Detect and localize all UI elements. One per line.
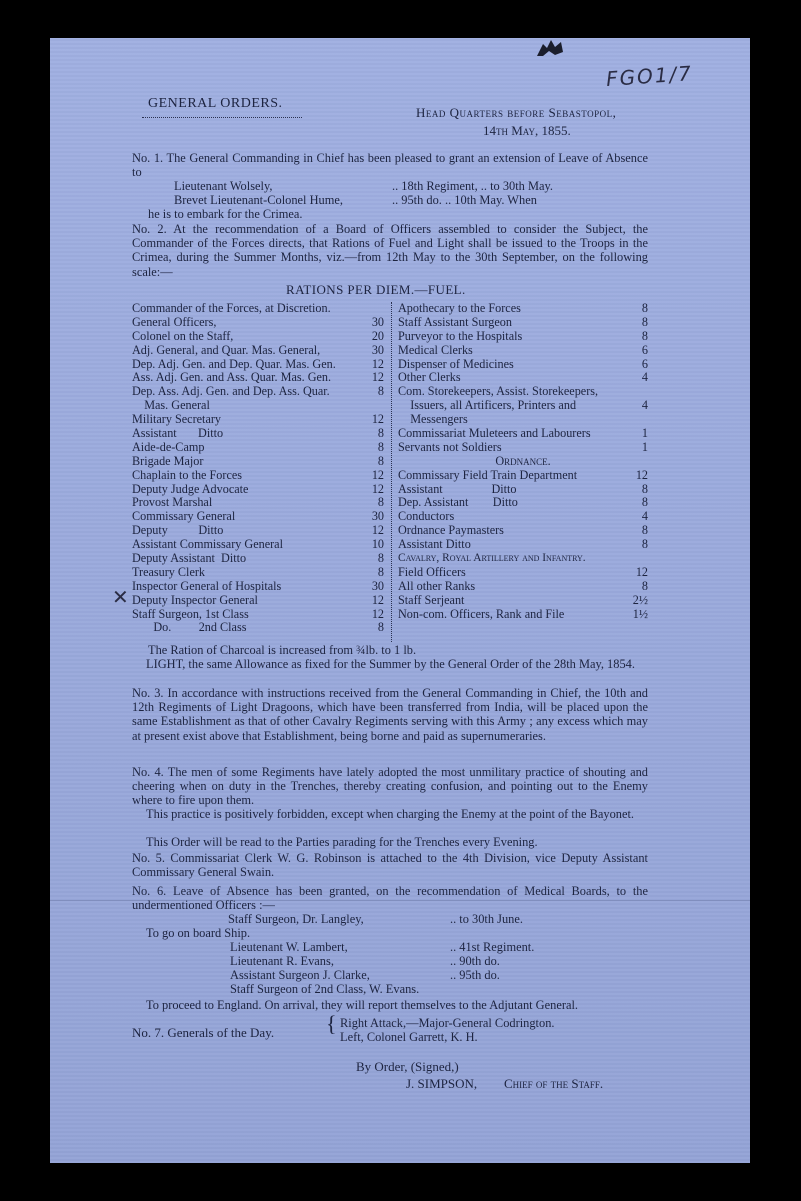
order-6-name: Lieutenant R. Evans, — [230, 954, 334, 968]
ration-row — [132, 483, 384, 497]
ration-row — [398, 524, 648, 538]
ration-row — [398, 483, 648, 497]
rank-label: Com. Storekeepers, Assist. Storekeepers, — [398, 384, 599, 399]
order-2-text: No. 2. At the recommendation of a Board of Officers assembled to consider the Subject, the Commander of the Forces directs, that Rations of Fuel and Light shall be issued to the Troops in the Crimea, during the Summer Months, viz.—from 12th May to the 30th September, on the following scale:— — [132, 222, 648, 279]
rations-heading: RATIONS PER DIEM.—FUEL. — [286, 282, 466, 297]
order-7-left: Left, Colonel Garrett, K. H. — [340, 1030, 478, 1044]
rank-label: Conductors — [398, 509, 455, 524]
rank-label: Deputy Inspector General — [132, 592, 258, 607]
rank-label: Ass. Adj. Gen. and Ass. Quar. Mas. Gen. — [132, 370, 332, 385]
section-heading: Cavalry, Royal Artillery and Infantry. — [398, 552, 586, 565]
ration-value: 30 — [371, 314, 384, 329]
rank-label: Ordnance Paymasters — [398, 523, 504, 538]
order-6-detail: .. 90th do. — [450, 954, 500, 968]
rations-left-column — [132, 302, 384, 635]
ration-value: 8 — [641, 523, 648, 538]
ration-row — [132, 344, 384, 358]
rank-label: General Officers, — [132, 314, 217, 329]
archive-reference: FGO1/7 — [605, 60, 694, 92]
rank-label: Aide-de-Camp — [132, 439, 205, 454]
rank-label: Dep. Assistant Ditto — [398, 495, 518, 510]
signatory-title: Chief of the Staff. — [504, 1076, 604, 1091]
rank-label: Medical Clerks — [398, 342, 473, 357]
ration-value: 4 — [641, 370, 648, 385]
ration-row — [132, 399, 384, 413]
rank-label: Colonel on the Staff, — [132, 328, 234, 343]
ration-row — [132, 538, 384, 552]
ration-row — [398, 399, 648, 413]
ration-row — [132, 302, 384, 316]
rank-label: Commander of the Forces, at Discretion. — [132, 301, 331, 315]
rank-label: Staff Surgeon, 1st Class — [132, 606, 249, 621]
ration-value — [370, 302, 384, 316]
rank-label: Purveyor to the Hospitals — [398, 328, 523, 343]
rank-label: Messengers — [398, 412, 468, 427]
order-date: 14th May, 1855. — [483, 123, 571, 138]
ration-value: 8 — [641, 301, 648, 315]
ration-row — [132, 358, 384, 372]
ration-row — [132, 608, 384, 622]
ration-value — [634, 385, 648, 399]
rank-label: Apothecary to the Forces — [398, 301, 521, 315]
rank-label: Assistant Ditto — [398, 481, 517, 496]
order-6-detail: .. 41st Regiment. — [450, 940, 535, 954]
ration-value: 12 — [371, 523, 384, 538]
ration-row — [132, 441, 384, 455]
ration-row — [398, 330, 648, 344]
ration-value: 1 — [641, 439, 648, 454]
ration-value: 1 — [641, 426, 648, 441]
order-1-tail: he is to embark for the Crimea. — [148, 207, 303, 221]
order-5-text: No. 5. Commissariat Clerk W. G. Robinson is attached to the 4th Division, vice Deputy Assistant Commissary General Swain. — [132, 851, 648, 880]
rank-label: Military Secretary — [132, 412, 222, 427]
order-6-detail: .. 95th do. — [450, 968, 500, 982]
ration-value: 4 — [641, 509, 648, 524]
ration-row — [398, 566, 648, 580]
ration-value: 6 — [641, 356, 648, 371]
ration-value: 8 — [641, 328, 648, 343]
rank-label: Treasury Clerk — [132, 564, 206, 579]
ration-row — [132, 413, 384, 427]
ration-row — [398, 469, 648, 483]
order-1-detail: .. 18th Regiment, .. to 30th May. — [392, 179, 553, 193]
ration-row — [398, 427, 648, 441]
ration-row — [398, 580, 648, 594]
rank-label: Provost Marshal — [132, 495, 213, 510]
rank-label: Dep. Adj. Gen. and Dep. Quar. Mas. Gen. — [132, 356, 336, 371]
ration-value: 8 — [377, 426, 384, 441]
rank-label: Field Officers — [398, 564, 466, 579]
order-1-detail: .. 95th do. .. 10th May. When — [392, 193, 537, 207]
ration-row — [132, 566, 384, 580]
order-1-name: Brevet Lieutenant-Colonel Hume, — [174, 193, 343, 207]
ration-value: 8 — [377, 564, 384, 579]
ration-value: 8 — [641, 578, 648, 593]
document-title: GENERAL ORDERS. — [148, 96, 283, 111]
order-1-text: No. 1. The General Commanding in Chief has been pleased to grant an extension of Leave of Absence to — [132, 151, 648, 180]
pencil-cross-mark: ✕ — [112, 587, 129, 609]
ration-value: 12 — [371, 592, 384, 607]
ration-row — [398, 441, 648, 455]
ration-row — [132, 455, 384, 469]
charcoal-note: The Ration of Charcoal is increased from ¾lb. to 1 lb. — [148, 643, 417, 657]
ration-row — [132, 510, 384, 524]
ration-row — [132, 496, 384, 510]
ration-row — [398, 344, 648, 358]
title-underline — [142, 117, 302, 118]
ration-row — [398, 316, 648, 330]
rank-label: All other Ranks — [398, 578, 476, 593]
rank-label: Servants not Soldiers — [398, 439, 502, 454]
rank-label: Non-com. Officers, Rank and File — [398, 606, 565, 621]
ration-value: 12 — [371, 370, 384, 385]
rank-label: Adj. General, and Quar. Mas. General, — [132, 342, 321, 357]
ration-value: 12 — [635, 564, 648, 579]
ration-row — [398, 385, 648, 399]
ration-value: 8 — [641, 495, 648, 510]
rank-label: Do. 2nd Class — [132, 620, 247, 635]
ration-row — [398, 538, 648, 552]
rank-label: Commissary Field Train Department — [398, 467, 578, 482]
order-3-text: No. 3. In accordance with instructions received from the General Commanding in Chief, the 10th and 12th Regiments of Light Dragoons, which have been transferred from India, will be placed upon the same Establishment as that of other Cavalry Regiments serving with this Army ; any excess which may at present exist above that Establishment, being borne and paid as supernumeraries. — [132, 686, 648, 743]
rank-label: Inspector General of Hospitals — [132, 578, 282, 593]
rank-label: Chaplain to the Forces — [132, 467, 243, 482]
ration-value: 8 — [641, 314, 648, 329]
rank-label: Assistant Ditto — [398, 537, 471, 552]
order-6-detail: .. to 30th June. — [450, 912, 523, 926]
section-heading: Ordnance. — [495, 453, 551, 468]
order-6-name: Assistant Surgeon J. Clarke, — [230, 968, 370, 982]
by-order: By Order, (Signed,) — [356, 1059, 459, 1074]
ration-row — [398, 594, 648, 608]
headquarters-line: Head Quarters before Sebastopol, — [416, 105, 617, 120]
ration-value — [370, 399, 384, 413]
rank-label: Brigade Major — [132, 453, 204, 468]
order-6-text: No. 6. Leave of Absence has been granted, on the recommendation of Medical Boards, to the undermentioned Officers :— — [132, 884, 648, 913]
ration-row — [132, 594, 384, 608]
signatory-name: J. SIMPSON, — [406, 1076, 478, 1091]
order-6-name: Lieutenant W. Lambert, — [230, 940, 348, 954]
ration-value: 8 — [377, 551, 384, 566]
brace-icon: { — [326, 1011, 337, 1036]
cavalry-heading — [398, 552, 648, 566]
order-7-label: No. 7. Generals of the Day. — [132, 1025, 275, 1040]
ration-row — [398, 302, 648, 316]
ration-value: 12 — [371, 481, 384, 496]
ration-value: 8 — [641, 481, 648, 496]
ration-row — [398, 608, 648, 622]
ration-value: 8 — [377, 453, 384, 468]
ration-value: 8 — [377, 384, 384, 399]
ration-value: 2½ — [632, 592, 648, 607]
ration-row — [132, 427, 384, 441]
ration-row — [132, 330, 384, 344]
ration-value: 8 — [377, 439, 384, 454]
rank-label: Dispenser of Medicines — [398, 356, 514, 371]
ration-row — [132, 316, 384, 330]
rations-right-column — [398, 302, 648, 621]
document-page — [50, 38, 750, 1163]
order-6-name: Staff Surgeon of 2nd Class, W. Evans. — [230, 982, 420, 996]
rank-label: Staff Serjeant — [398, 592, 465, 607]
ration-row — [398, 510, 648, 524]
ration-value: 12 — [371, 356, 384, 371]
rank-label: Deputy Ditto — [132, 523, 224, 538]
ration-value: 12 — [635, 467, 648, 482]
column-divider — [391, 302, 392, 642]
rank-label: Issuers, all Artificers, Printers and — [398, 398, 577, 413]
order-7-right: Right Attack,—Major-General Codrington. — [340, 1016, 555, 1030]
ration-value: 8 — [641, 537, 648, 552]
rank-label: Deputy Judge Advocate — [132, 481, 249, 496]
order-6-name: Staff Surgeon, Dr. Langley, — [228, 912, 364, 926]
rank-label: Other Clerks — [398, 370, 461, 385]
rank-label: Assistant Commissary General — [132, 537, 283, 552]
rank-label: Commissariat Muleteers and Labourers — [398, 426, 591, 441]
ration-value: 12 — [371, 606, 384, 621]
ration-row — [398, 371, 648, 385]
ration-value: 1½ — [632, 606, 648, 621]
ration-row — [132, 385, 384, 399]
ration-value: 12 — [371, 467, 384, 482]
ration-value: 30 — [371, 342, 384, 357]
ration-row — [398, 358, 648, 372]
ink-blot-icon — [535, 38, 565, 58]
ration-value: 30 — [371, 509, 384, 524]
ration-value: 20 — [371, 328, 384, 343]
ration-value: 4 — [641, 398, 648, 413]
ration-row — [132, 469, 384, 483]
ordnance-heading — [398, 455, 648, 469]
ration-row — [132, 621, 384, 635]
ration-row — [132, 552, 384, 566]
rank-label: Commissary General — [132, 509, 236, 524]
rank-label: Mas. General — [132, 398, 210, 413]
ration-value: 30 — [371, 578, 384, 593]
order-4-read: This Order will be read to the Parties parading for the Trenches every Evening. — [146, 835, 538, 849]
ration-row — [398, 496, 648, 510]
ration-value: 8 — [377, 620, 384, 635]
ration-value — [634, 413, 648, 427]
ration-row — [132, 371, 384, 385]
order-4-text: No. 4. The men of some Regiments have lately adopted the most unmilitary practice of shouting and cheering when on duty in the Trenches, thereby creating confusion, and pointing out to the Enemy where to fire upon them. — [132, 765, 648, 808]
order-6-subheading: To go on board Ship. — [146, 926, 251, 940]
ration-row — [132, 524, 384, 538]
ration-value: 8 — [377, 495, 384, 510]
ration-value: 12 — [371, 412, 384, 427]
order-4-note: This practice is positively forbidden, except when charging the Enemy at the point of the Bayonet. — [146, 807, 635, 821]
order-6-england: To proceed to England. On arrival, they will report themselves to the Adjutant General. — [146, 998, 578, 1012]
ration-row — [132, 580, 384, 594]
rank-label: Assistant Ditto — [132, 426, 224, 441]
light-note: LIGHT, the same Allowance as fixed for the Summer by the General Order of the 28th May, 1854. — [146, 657, 635, 671]
ration-row — [398, 413, 648, 427]
order-1-name: Lieutenant Wolsely, — [174, 179, 273, 193]
ration-value: 10 — [371, 537, 384, 552]
ration-value: 6 — [641, 342, 648, 357]
rank-label: Staff Assistant Surgeon — [398, 314, 512, 329]
rank-label: Dep. Ass. Adj. Gen. and Dep. Ass. Quar. — [132, 384, 330, 399]
rank-label: Deputy Assistant Ditto — [132, 551, 247, 566]
